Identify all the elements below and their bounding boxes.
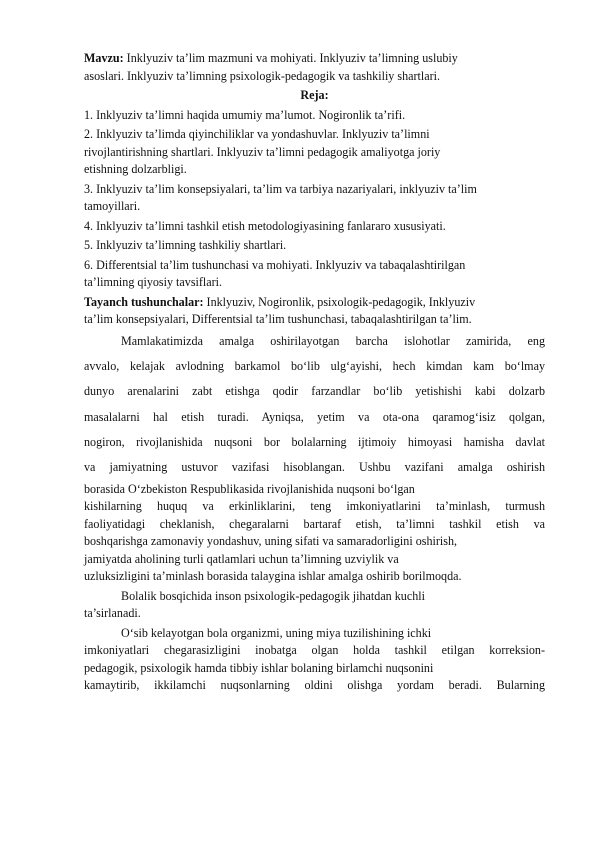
paragraph-3-line-4: kamaytirib, ikkilamchi nuqsonlarning oldini olishga yordam beradi. Bularning <box>84 678 545 693</box>
plan-item-6b: ta’limning qiyosiy tavsiflari. <box>84 275 223 289</box>
paragraph-1-tail-2: kishilarning huquq va erkinliklarini, teng imkoniyatlarini ta’minlash, turmush <box>84 499 545 514</box>
paragraph-1-line-4: masalalarni hal etish turadi. Ayniqsa, yetim va ota-ona qaramog‘isiz qolgan, <box>84 409 545 424</box>
plan-item-4: 4. Inklyuziv ta’limni tashkil etish metodologiyasining fanlararo xususiyati. <box>84 218 446 233</box>
paragraph-3-line-3: pedagogik, psixologik hamda tibbiy ishlar bolaning birlamchi nuqsonini <box>84 660 434 675</box>
paragraph-1-line-6: va jamiyatning ustuvor vazifasi hisoblangan. Ushbu vazifani amalga oshirish <box>84 460 545 475</box>
plan-item-3b: tamoyillari. <box>84 199 141 213</box>
paragraph-1-tail-4: boshqarishga zamonaviy yondashuv, uning sifati va samaradorligini oshirish, <box>84 534 458 549</box>
document-page <box>84 50 545 695</box>
key-terms-text-1: Inklyuziv, Nogironlik, psixologik-pedagogik, Inklyuziv <box>203 294 476 309</box>
key-terms-label: Tayanch tushunchalar: <box>84 294 204 309</box>
paragraph-1-tail-5: jamiyatda aholining turli qatlamlari uchun ta’limning uzviylik va <box>84 551 399 566</box>
paragraph-1-tail-6: uzluksizligini ta’minlash borasida talaygina ishlar amalga oshirib borilmoqda. <box>84 569 462 584</box>
key-terms-line-2: ta’lim konsepsiyalari, Differentsial ta’lim tushunchasi, tabaqalashtirilgan ta’lim. <box>84 312 472 326</box>
paragraph-1-line-1: Mamlakatimizda amalga oshirilayotgan barcha islohotlar zamirida, eng <box>121 333 545 348</box>
key-terms-line-1 <box>84 294 545 312</box>
plan-title: Reja: <box>300 88 329 102</box>
paragraph-2-line-2: ta’sirlanadi. <box>84 606 141 621</box>
plan-item-5: 5. Inklyuziv ta’limning tashkiliy shartlari. <box>84 238 287 252</box>
paragraph-1-tail-3: faoliyatidagi cheklanish, chegaralarni bartaraf etish, ta’limni tashkil etish va <box>84 516 545 531</box>
topic-text-1: Inklyuziv ta’lim mazmuni va mohiyati. Inklyuziv ta’limning uslubiy <box>123 51 458 65</box>
paragraph-1-line-3: dunyo arenalarini zabt etishga qodir farzandlar bo‘lib yetishishi kabi dolzarb <box>84 384 545 399</box>
paragraph-3-line-1: O‘sib kelayotgan bola organizmi, uning miya tuzilishining ichki <box>121 625 432 640</box>
plan-item-2c: etishning dolzarbligi. <box>84 162 187 176</box>
topic-line-1 <box>84 50 545 68</box>
paragraph-1-tail-1: borasida O‘zbekiston Respublikasida rivojlanishida nuqsoni bo‘lgan <box>84 481 415 496</box>
topic-label: Mavzu: <box>84 51 124 65</box>
paragraph-3-line-2: imkoniyatlari chegarasizligini inobatga olgan holda tashkil etilgan korreksion- <box>84 643 545 658</box>
paragraph-1-line-2: avvalo, kelajak avlodning barkamol bo‘lib ulg‘ayishi, hech kimdan kam bo‘lmay <box>84 358 545 373</box>
paragraph-1-line-5: nogiron, rivojlanishida nuqsoni bor bolalarning ijtimoiy himoyasi hamisha davlat <box>84 435 545 450</box>
plan-item-1: 1. Inklyuziv ta’limni haqida umumiy ma’lumot. Nogironlik ta’rifi. <box>84 107 406 122</box>
plan-item-2b: rivojlantirishning shartlari. Inklyuziv ta’limni pedagogik amaliyotga joriy <box>84 144 441 159</box>
plan-item-3a: 3. Inklyuziv ta’lim konsepsiyalari, ta’lim va tarbiya nazariyalari, inklyuziv ta’lim <box>84 181 477 196</box>
plan-item-2a: 2. Inklyuziv ta’limda qiyinchiliklar va yondashuvlar. Inklyuziv ta’limni <box>84 127 430 141</box>
topic-line-2: asoslari. Inklyuziv ta’limning psixologik-pedagogik va tashkiliy shartlari. <box>84 68 441 83</box>
paragraph-2-line-1: Bolalik bosqichida inson psixologik-pedagogik jihatdan kuchli <box>121 588 425 603</box>
plan-item-6a: 6. Differentsial ta’lim tushunchasi va mohiyati. Inklyuziv va tabaqalashtirilgan <box>84 257 466 272</box>
